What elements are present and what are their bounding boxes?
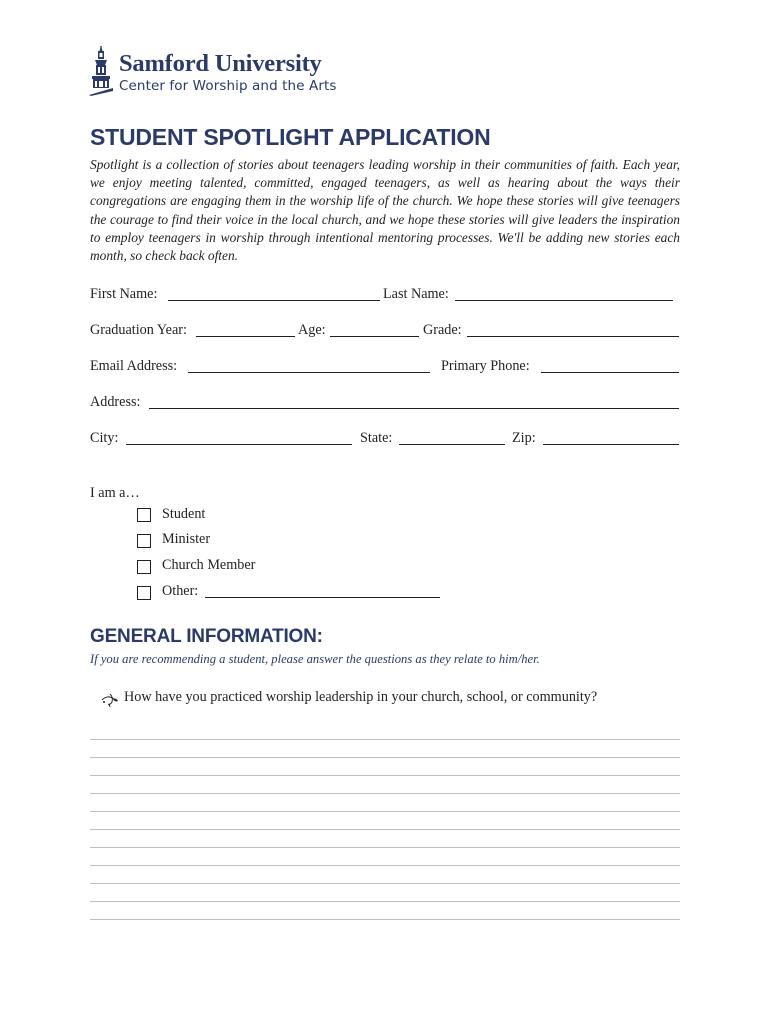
church-member-option-label: Church Member xyxy=(162,557,256,573)
first-name-field[interactable] xyxy=(168,300,380,301)
minister-option-label: Minister xyxy=(162,531,211,547)
answer-line[interactable] xyxy=(90,829,680,830)
state-label: State: xyxy=(360,430,393,446)
general-info-subtitle: If you are recommending a student, please answer the questions as they relate to him/her. xyxy=(90,652,540,666)
email-field[interactable] xyxy=(188,372,430,373)
answer-line[interactable] xyxy=(90,847,680,848)
answer-line[interactable] xyxy=(90,901,680,902)
minister-checkbox[interactable] xyxy=(137,534,151,548)
answer-line[interactable] xyxy=(90,793,680,794)
answer-line[interactable] xyxy=(90,757,680,758)
answer-line[interactable] xyxy=(90,739,680,740)
answer-line[interactable] xyxy=(90,811,680,812)
city-label: City: xyxy=(90,430,119,446)
last-name-label: Last Name: xyxy=(383,286,449,302)
answer-line[interactable] xyxy=(90,775,680,776)
intro-paragraph: Spotlight is a collection of stories about teenagers leading worship in their communities of faith. Each year, we enjoy meeting talented, committed, engaged teenagers, as well as hearing about the ways their congregations are engaging them in the worship life of the church. We hope these stories will give teenagers the courage to find their voice in the local church, and we hope these stories will give leaders the inspiration to employ teenagers in worship through intentional mentoring processes. We'll be adding new stories each month, so check back often. xyxy=(90,157,680,264)
answer-line[interactable] xyxy=(90,919,680,920)
email-label: Email Address: xyxy=(90,358,178,374)
student-checkbox[interactable] xyxy=(137,508,151,522)
zip-field[interactable] xyxy=(543,444,679,445)
phone-field[interactable] xyxy=(541,372,679,373)
city-field[interactable] xyxy=(126,444,352,445)
graduation-year-label: Graduation Year: xyxy=(90,322,187,338)
other-field[interactable] xyxy=(205,597,440,598)
role-prompt: I am a… xyxy=(90,485,140,501)
age-field[interactable] xyxy=(330,336,419,337)
answer-line[interactable] xyxy=(90,865,680,866)
last-name-field[interactable] xyxy=(455,300,673,301)
state-field[interactable] xyxy=(399,444,505,445)
address-label: Address: xyxy=(90,394,141,410)
general-info-heading: GENERAL INFORMATION: xyxy=(90,626,323,647)
other-checkbox[interactable] xyxy=(137,586,151,600)
church-member-checkbox[interactable] xyxy=(137,560,151,574)
zip-label: Zip: xyxy=(512,430,536,446)
address-field[interactable] xyxy=(149,408,679,409)
other-option-label: Other: xyxy=(162,583,199,599)
student-option-label: Student xyxy=(162,506,206,522)
org-name: Samford University xyxy=(119,50,322,77)
age-label: Age: xyxy=(298,322,326,338)
page-title: STUDENT SPOTLIGHT APPLICATION xyxy=(90,124,491,150)
answer-line[interactable] xyxy=(90,883,680,884)
ornament-bullet-icon xyxy=(100,690,120,708)
first-name-label: First Name: xyxy=(90,286,158,302)
grade-label: Grade: xyxy=(423,322,462,338)
org-subtitle: Center for Worship and the Arts xyxy=(119,78,337,94)
graduation-year-field[interactable] xyxy=(196,336,295,337)
question-1: How have you practiced worship leadership in your church, school, or community? xyxy=(124,689,598,705)
grade-field[interactable] xyxy=(467,336,679,337)
samford-tower-logo-icon xyxy=(88,46,114,96)
phone-label: Primary Phone: xyxy=(441,358,530,374)
